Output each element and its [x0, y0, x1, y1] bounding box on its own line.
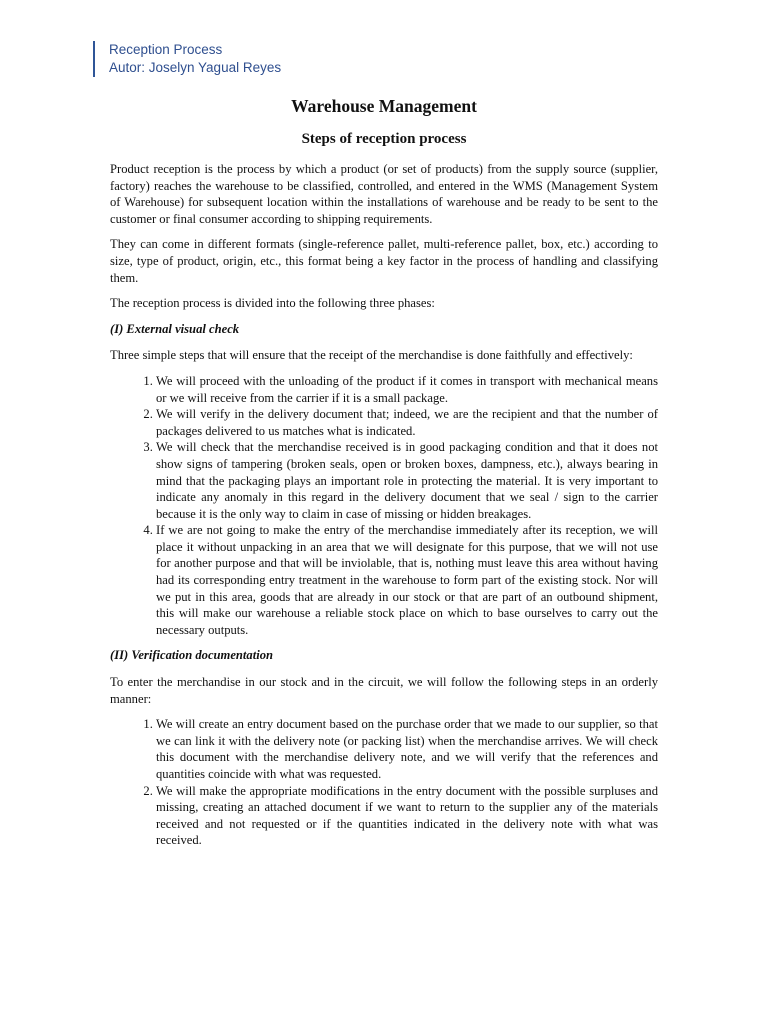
list-item: 3. We will check that the merchandise received is in good packaging condition and that it does not show signs of tampering (broken seals, open or broken boxes, dampness, etc.), always bearing in mind that the packaging plays an important role in protecting the material. It is very important to indicate any anomaly in this regard in the delivery document that we seal / sign to the carrier because it is the only way to claim in case of missing or hidden breakages. [156, 439, 658, 522]
intro-paragraph: Product reception is the process by which a product (or set of products) from the supply source (supplier, factory) reaches the warehouse to be classified, controlled, and entered in the WMS (Management System of Warehouse) for subsequent location within the installations of warehouse and be ready to be sent to the customer or final consumer according to shipping requirements. [110, 162, 658, 226]
list-item: 2. We will make the appropriate modifications in the entry document with the possible surpluses and missing, creating an attached document if we want to return to the supplier any of the materials received and not requested or if the quantities indicated in the delivery note with what was received. [156, 783, 658, 849]
intro-paragraph: The reception process is divided into the following three phases: [110, 296, 435, 311]
header-author: Autor: Joselyn Yagual Reyes [109, 60, 282, 75]
section-lead: To enter the merchandise in our stock and in the circuit, we will follow the following steps in an orderly manner: [110, 675, 658, 706]
document-header [93, 41, 281, 77]
section-heading: (II) Verification documentation [110, 648, 274, 663]
header-title: Reception Process [109, 42, 223, 57]
list-item: 1. We will proceed with the unloading of the product if it comes in transport with mechanical means or we will receive from the carrier if it is a small package. [156, 373, 658, 406]
document-subtitle: Steps of reception process [301, 131, 467, 147]
numbered-list [110, 373, 658, 639]
section-heading: (I) External visual check [110, 321, 240, 336]
numbered-list [110, 716, 658, 849]
document-title: Warehouse Management [291, 96, 477, 116]
intro-paragraph: They can come in different formats (single-reference pallet, multi-reference pallet, box, etc.) according to size, type of product, origin, etc., this format being a key factor in the process of handling and classifying them. [110, 237, 658, 285]
document-body [110, 95, 658, 858]
list-item: 2. We will verify in the delivery document that; indeed, we are the recipient and that the number of packages delivered to us matches what is indicated. [156, 406, 658, 439]
section-lead: Three simple steps that will ensure that the receipt of the merchandise is done faithfully and effectively: [110, 348, 633, 363]
list-item: 4. If we are not going to make the entry of the merchandise immediately after its reception, we will place it without unpacking in an area that we will designate for this purpose, that we will not use for another purpose and that will be inviolable, that is, nothing must leave this area without having had its corresponding entry treatment in the warehouse to form part of the existing stock. Nor will we put in this area, goods that are already in our stock or that are part of an outbound shipment, this will make our warehouse a reliable stock place on which to base ourselves to carry out the necessary outputs. [156, 522, 658, 638]
list-item: 1. We will create an entry document based on the purchase order that we made to our supplier, so that we can link it with the delivery note (or packing list) when the merchandise arrives. We will check this document with the merchandise delivery note, and we will verify that the references and quantities coincide with what was requested. [156, 716, 658, 782]
